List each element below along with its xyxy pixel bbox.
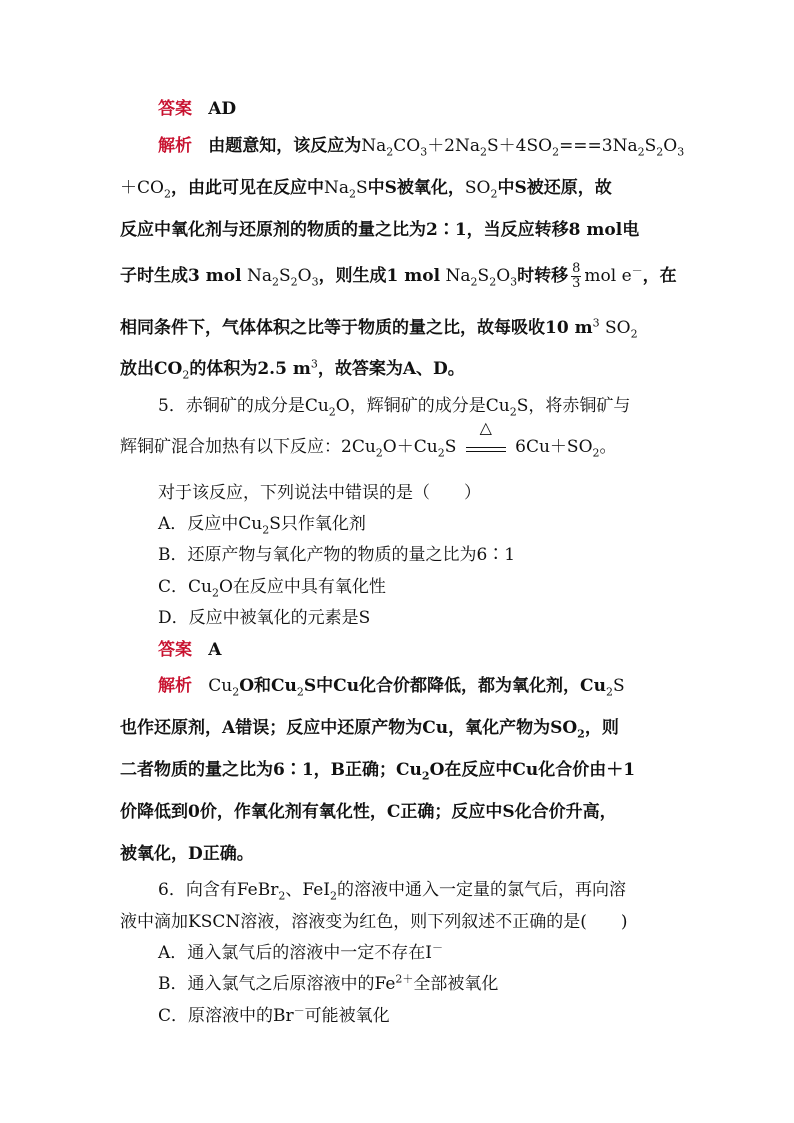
q6-stem-line-2: 液中滴加KSCN溶液，溶液变为红色，则下列叙述不正确的是( ) — [120, 912, 628, 932]
q5-option-c: C．$Cu_2O$在反应中具有氧化性 — [158, 577, 386, 600]
analysis-label: 解析 — [158, 676, 192, 696]
analysis-text: SO — [604, 318, 631, 338]
q5-stem-text: S，将赤铜矿与 — [516, 396, 631, 416]
answer-value: A — [208, 640, 222, 660]
analysis-text: 二者物质的量之比为6∶1，B正确；Cu — [120, 760, 422, 780]
option-text: C．原溶液中的Br — [158, 1006, 294, 1026]
q5-analysis-line-5: 被氧化，D正确。 — [120, 844, 254, 864]
superscript: 2＋ — [395, 972, 414, 986]
heat-triangle-icon: △ — [479, 418, 492, 437]
analysis-line-5: 相同条件下，气体体积之比等于物质的量之比，故每吸收10 $m^3$ $SO_2$ — [120, 316, 638, 341]
superscript: － — [293, 1004, 305, 1018]
q6-stem-text: 6．向含有FeBr — [158, 880, 279, 900]
answer-label: 答案 — [158, 99, 192, 119]
q6-option-c — [158, 1004, 676, 1028]
answer-line — [158, 97, 676, 121]
analysis-text: ，则 — [584, 718, 619, 738]
q6-stem-line-1: 6．向含有FeBr$_2$、FeI$_2$的溶液中通入一定量的氯气后，再向溶 — [158, 880, 627, 903]
analysis-text: mol e — [584, 266, 632, 286]
analysis-text: S — [612, 676, 625, 696]
q5-stem-text: O，辉铜矿的成分是Cu — [335, 396, 510, 416]
option-text: C．Cu — [158, 577, 212, 597]
analysis-text: 放出CO — [120, 359, 183, 379]
heat-condition-arrow — [466, 418, 506, 452]
analysis-text: 时转移 — [517, 266, 569, 286]
q5-stem-text: 辉铜矿混合加热有以下反应：2Cu — [120, 437, 376, 457]
q6-option-a — [158, 941, 676, 965]
q5-stem-line-2: 辉铜矿混合加热有以下反应：$2Cu_2O+Cu_2S$ △ $6Cu+SO_2$。 — [120, 418, 617, 460]
q5-stem-text: S — [444, 437, 457, 457]
analysis-text: ，则生成1 mol — [318, 266, 441, 286]
analysis-text: 也作还原剂，A错误；反应中还原产物为Cu，氧化产物为SO — [120, 718, 578, 738]
option-text: S只作氧化剂 — [269, 514, 366, 534]
analysis-line-3: 反应中氧化剂与还原剂的物质的量之比为2∶1，当反应转移8 mol电 — [120, 220, 640, 240]
superscript: － — [432, 941, 443, 955]
option-text: A．反应中Cu — [158, 514, 263, 534]
q5-stem-text: 。 — [599, 437, 617, 457]
q5-analysis-line-1: 解析 $Cu_2O$和$Cu_2S$中Cu化合价都降低，都为氧化剂，$Cu_2S$ — [158, 676, 625, 699]
analysis-text: 中S被氧化， — [367, 178, 465, 198]
analysis-text: 由题意知，该反应为 — [208, 136, 362, 156]
analysis-line-2: $+CO_2$，由此可见在反应中$Na_2S$中S被氧化，$SO_2$中S被还原，故 — [120, 178, 612, 201]
answer-value: AD — [208, 99, 237, 119]
analysis-text: 子时生成3 mol — [120, 266, 242, 286]
analysis-text: ，故答案为A、D。 — [317, 359, 465, 379]
q5-option-b: B．还原产物与氧化产物的物质的量之比为6∶1 — [158, 545, 516, 565]
q5-stem-text: 6Cu＋SO — [515, 437, 593, 457]
analysis-line-1 — [158, 134, 685, 159]
analysis-text: ，在 — [642, 266, 677, 286]
equation: $Na_2CO_3+2Na_2S+4SO_2===3Na_2S_2O_3$ — [361, 136, 685, 159]
q5-analysis-line-3: 二者物质的量之比为6∶1，B正确；$Cu_2O$在反应中Cu化合价由＋1 — [120, 760, 636, 783]
analysis-text: 相同条件下，气体体积之比等于物质的量之比，故每吸收10 m — [120, 318, 593, 338]
analysis-text: 的体积为2.5 m — [189, 359, 311, 379]
fraction-denominator: 3 — [572, 276, 581, 291]
q5-option-d: D．反应中被氧化的元素是S — [158, 608, 371, 628]
q5-answer-line — [158, 638, 676, 662]
analysis-line-6: 放出$CO_2$的体积为2.5 $m^3$，故答案为A、D。 — [120, 357, 465, 382]
q5-option-a: A．反应中$Cu_2S$只作氧化剂 — [158, 514, 366, 537]
q5-stem-text: O＋Cu — [382, 437, 438, 457]
analysis-label: 解析 — [158, 136, 192, 156]
option-text: 可能被氧化 — [304, 1006, 390, 1026]
q5-analysis-line-4: 价降低到0价，作氧化剂有氧化性，C正确；反应中S化合价升高， — [120, 802, 617, 822]
answer-label: 答案 — [158, 640, 192, 660]
q5-stem-line-1: 5．赤铜矿的成分是$Cu_2O$，辉铜矿的成分是$Cu_2S$，将赤铜矿与 — [158, 396, 631, 419]
q5-stem-text: 5．赤铜矿的成分是Cu — [158, 396, 329, 416]
analysis-text: S中Cu化合价都降低，都为氧化剂，Cu — [303, 676, 606, 696]
analysis-text: Cu — [208, 676, 233, 696]
analysis-text: O在反应中Cu化合价由＋1 — [429, 760, 636, 780]
fraction — [571, 262, 581, 291]
analysis-line-4: 子时生成3 mol $Na_2S_2O_3$，则生成1 mol $Na_2S_2O_3$时转移 $\frac{8}{3}$ mol e－，在 — [120, 261, 677, 291]
analysis-text: ，由此可见在反应中 — [170, 178, 324, 198]
q5-analysis-line-2: 也作还原剂，A错误；反应中还原产物为Cu，氧化产物为$SO_2$，则 — [120, 718, 619, 741]
option-text: 全部被氧化 — [413, 974, 499, 994]
q6-stem-text: 的溶液中通入一定量的氯气后，再向溶 — [337, 880, 627, 900]
q6-stem-text: 、FeI — [285, 880, 331, 900]
fraction-numerator: 8 — [572, 261, 581, 276]
option-text: B．通入氯气之后原溶液中的Fe — [158, 974, 396, 994]
option-text: O在反应中具有氧化性 — [218, 577, 386, 597]
q5-stem-line-3: 对于该反应，下列说法中错误的是（ ） — [158, 483, 481, 503]
analysis-text: 中S被还原，故 — [497, 178, 612, 198]
option-text: A．通入氯气后的溶液中一定不存在I — [158, 943, 432, 963]
q6-option-b — [158, 972, 676, 996]
analysis-text: O和Cu — [239, 676, 297, 696]
